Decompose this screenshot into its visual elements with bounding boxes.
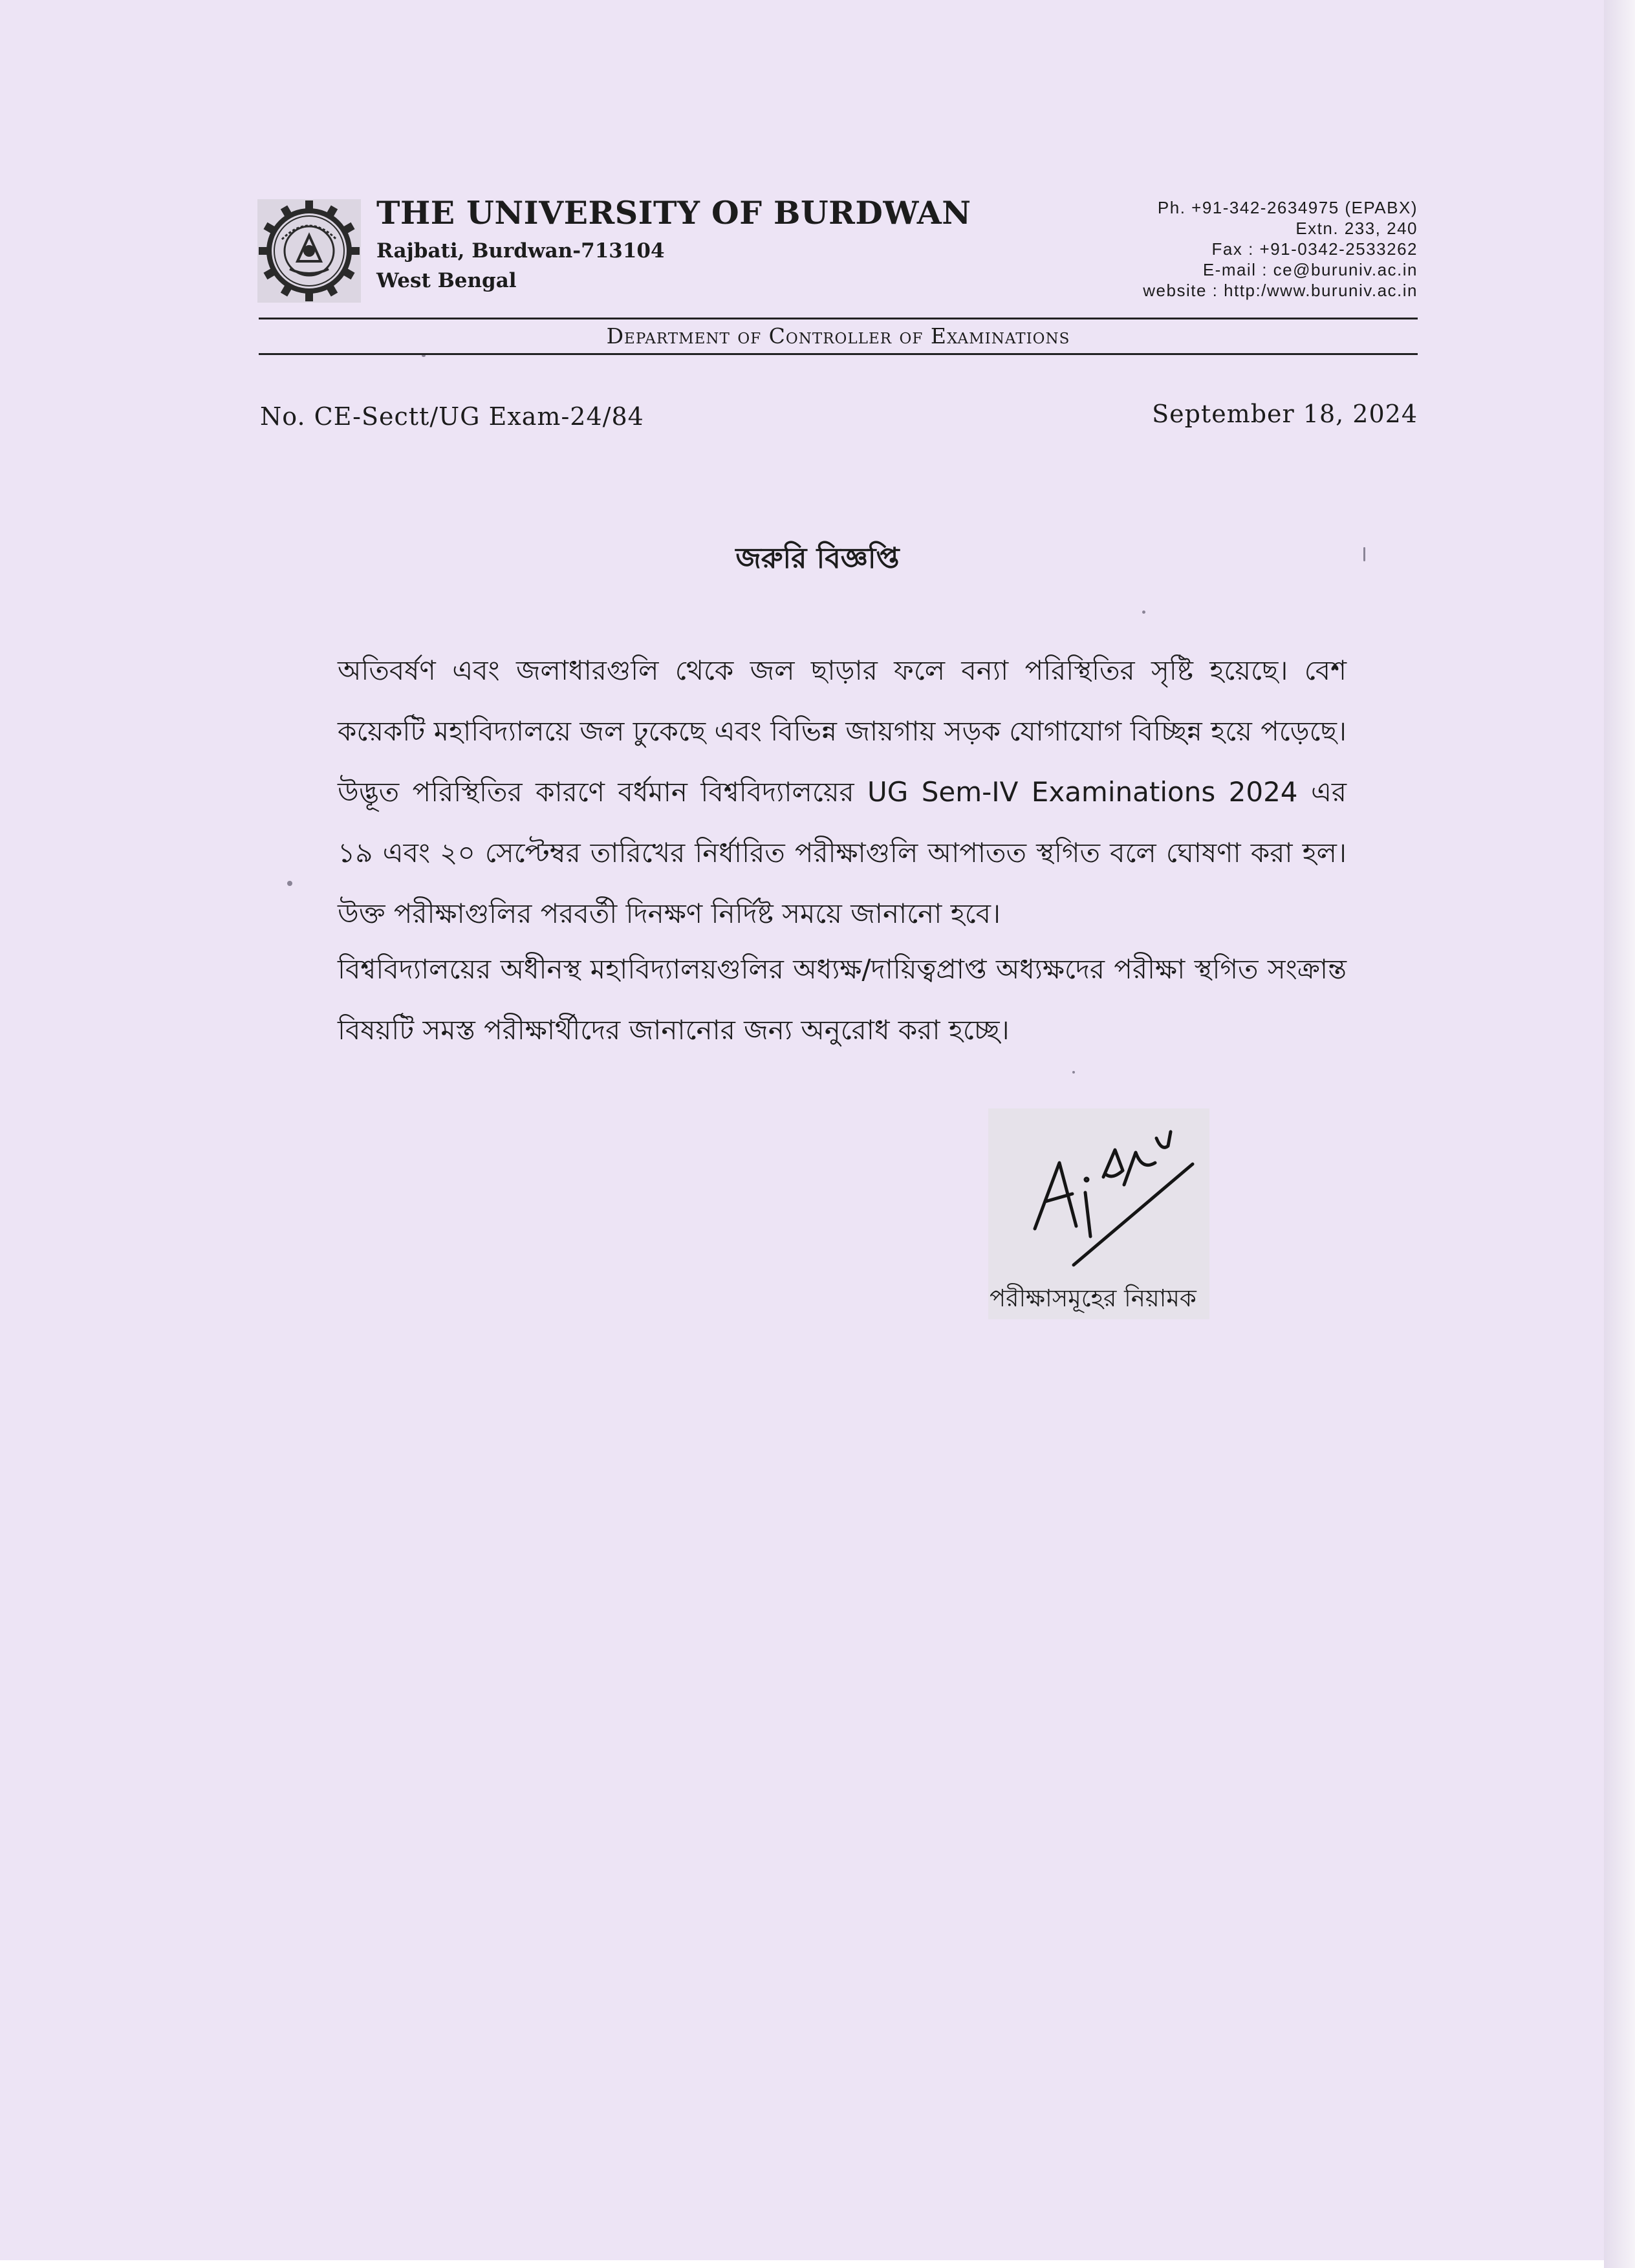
header-rule-bottom [259,353,1418,355]
university-seal-logo [257,199,361,303]
scan-speck [1142,610,1145,614]
handwritten-signature [1009,1112,1203,1268]
address-line-2: West Bengal [376,269,517,292]
header-rule-top [259,318,1418,319]
department-name: Department of Controller of Examinations [606,323,1070,349]
reference-number: No. CE-Sectt/UG Exam-24/84 [260,402,644,431]
address-line-1: Rajbati, Burdwan-713104 [376,239,665,263]
email-text: E-mail : ce@buruniv.ac.in [1202,260,1418,279]
notice-title: জরুরি বিজ্ঞপ্তি [735,542,900,575]
memo-date: September 18, 2024 [1152,400,1418,428]
signatory-designation: পরীক্ষাসমূহের নিয়ামক [990,1284,1196,1312]
contact-block [1143,197,1418,301]
phone-text: Ph. +91-342-2634975 (EPABX) [1157,198,1418,217]
notice-paragraph-2: বিশ্ববিদ্যালয়ের অধীনস্থ মহাবিদ্যালয়গুলির অধ্যক্ষ/দায়িত্বপ্রাপ্ত অধ্যক্ষদের পরীক্ষা স্থগিত সংক্রান্ত বিষয়টি সমস্ত পরীক্ষার্থীদের জানানোর জন্য অনুরোধ করা হচ্ছে। [338,953,1347,1046]
extension-text: Extn. 233, 240 [1295,219,1418,238]
fax-text: Fax : +91-0342-2533262 [1211,239,1418,259]
website-text: website : http:/www.buruniv.ac.in [1143,281,1418,300]
scan-speck [287,881,292,886]
university-name: THE UNIVERSITY OF BURDWAN [376,194,971,232]
paper-edge [1604,0,1635,2268]
scan-speck [1072,1071,1075,1074]
notice-paragraph-1: অতিবর্ষণ এবং জলাধারগুলি থেকে জল ছাড়ার ফলে বন্যা পরিস্থিতির সৃষ্টি হয়েছে। বেশ কয়েকটি মহাবিদ্যালয়ে জল ঢুকেছে এবং বিভিন্ন জায়গায় সড়ক যোগাযোগ বিচ্ছিন্ন হয়ে পড়েছে। উদ্ভূত পরিস্থিতির কারণে বর্ধমান বিশ্ববিদ্যালয়ের UG Sem-IV Examinations 2024 এর ১৯ এবং ২০ সেপ্টেম্বর তারিখের নির্ধারিত পরীক্ষাগুলি আপাতত স্থগিত বলে ঘোষণা করা হল। উক্ত পরীক্ষাগুলির পরবর্তী দিনক্ষণ নির্দিষ্ট সময়ে জানানো হবে। [338,654,1347,929]
